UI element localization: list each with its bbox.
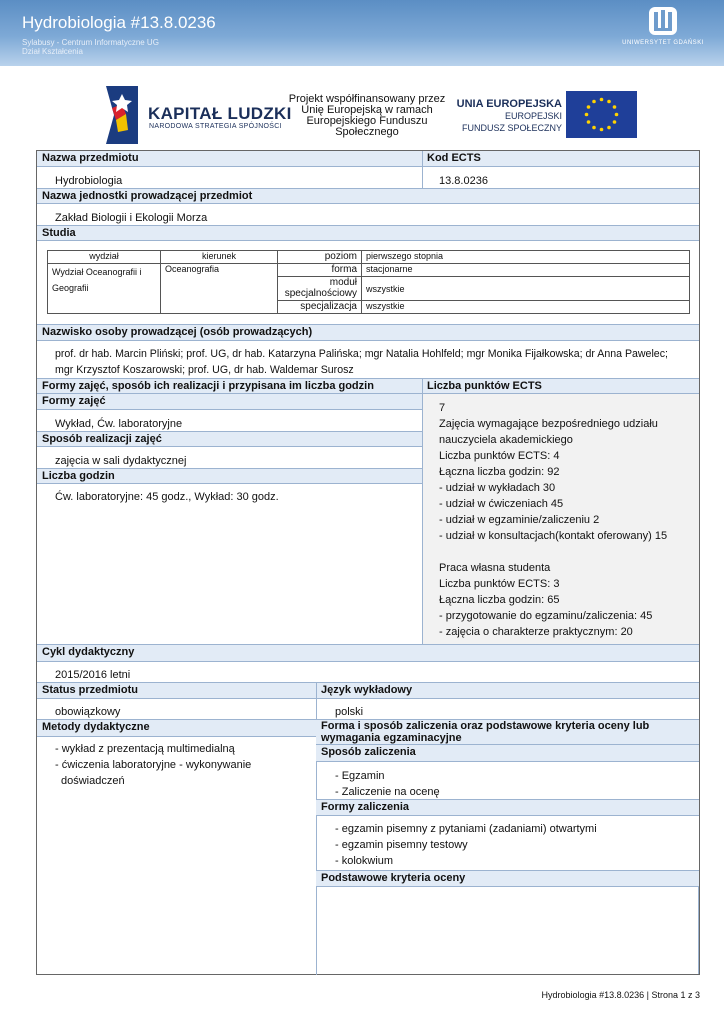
eu-star-icon bbox=[615, 113, 619, 117]
syllabus-sheet bbox=[36, 150, 700, 975]
assessment-form-item: - kolokwium bbox=[335, 855, 394, 867]
eu-star-icon bbox=[592, 126, 596, 130]
ects-line: Praca własna studenta bbox=[439, 562, 551, 574]
course-name-value: Hydrobiologia bbox=[55, 175, 123, 187]
ects-points-header: Liczba punktów ECTS bbox=[422, 378, 699, 394]
studies-module-label-line2: specjalnościowy bbox=[284, 288, 357, 299]
studies-faculty-line2: Geografii bbox=[52, 283, 89, 293]
eu-line2: EUROPEJSKI bbox=[504, 111, 562, 121]
status-value: obowiązkowy bbox=[55, 706, 121, 718]
studies-form-label: forma bbox=[278, 264, 362, 277]
ects-line: - udział w ćwiczeniach 45 bbox=[439, 498, 564, 510]
studies-specialization-label: specjalizacja bbox=[278, 301, 362, 314]
studies-specialization-value: wszystkie bbox=[362, 301, 690, 314]
methods-list bbox=[55, 741, 251, 789]
ects-line: - udział w egzaminie/zaliczeniu 2 bbox=[439, 514, 600, 526]
assessment-forms-list bbox=[335, 821, 597, 869]
methods-header: Metody dydaktyczne bbox=[37, 719, 316, 737]
ects-line: Liczba punktów ECTS: 4 bbox=[439, 450, 560, 462]
assessment-form-item: - egzamin pisemny testowy bbox=[335, 839, 468, 851]
eu-star-icon bbox=[607, 100, 611, 104]
eu-star-icon bbox=[592, 100, 596, 104]
university-logo bbox=[618, 6, 708, 46]
eu-star-icon bbox=[600, 98, 604, 102]
studies-level-label: poziom bbox=[278, 251, 362, 264]
eu-text-block bbox=[450, 98, 562, 134]
criteria-header: Podstawowe kryteria oceny bbox=[316, 870, 699, 887]
course-name-header: Nazwa przedmiotu bbox=[37, 151, 422, 167]
eu-line3: FUNDUSZ SPOŁECZNY bbox=[461, 123, 562, 133]
studies-faculty-line1: Wydział Oceanografii i bbox=[52, 267, 142, 277]
studies-level-value: pierwszego stopnia bbox=[362, 251, 690, 264]
assessment-method-list bbox=[335, 768, 440, 800]
hours-header: Liczba godzin bbox=[37, 468, 422, 484]
assessment-method-item: - Egzamin bbox=[335, 770, 385, 782]
delivery-value: zajęcia w sali dydaktycznej bbox=[55, 455, 187, 467]
ects-line: - udział w konsultacjach(kontakt oferowany) 15 bbox=[439, 530, 668, 542]
unit-value: Zakład Biologii i Ekologii Morza bbox=[55, 212, 208, 224]
teachers-header: Nazwisko osoby prowadzącej (osób prowadzących) bbox=[37, 324, 699, 341]
teachers-line1: prof. dr hab. Marcin Pliński; prof. UG, dr hab. Katarzyna Palińska; mgr Natalia Hohlfeld; mgr Monika Fijałkowska; dr Anna Pawelec; bbox=[55, 348, 668, 360]
forms-header: Formy zajęć bbox=[37, 394, 422, 410]
project-cofinancing-text: Projekt współfinansowany przez Unię Europejską w ramach Europejskiego Funduszu Społecznego bbox=[288, 93, 446, 138]
studies-table bbox=[47, 250, 690, 314]
page-footer: Hydrobiologia #13.8.0236 | Strona 1 z 3 bbox=[541, 990, 700, 1000]
studies-faculty-cell bbox=[48, 264, 161, 314]
assessment-method-header: Sposób zaliczenia bbox=[316, 745, 699, 762]
studies-module-label-line1: moduł bbox=[329, 277, 357, 288]
eu-star-icon bbox=[613, 105, 617, 109]
header-subtitle bbox=[22, 38, 159, 56]
ects-details bbox=[439, 400, 667, 640]
teachers-line2: mgr Krzysztof Koszarowski; prof. UG, dr hab. Waldemar Surosz bbox=[55, 364, 354, 376]
document-title: Hydrobiologia #13.8.0236 bbox=[22, 13, 216, 32]
ects-line: nauczyciela akademickiego bbox=[439, 434, 573, 446]
delivery-header: Sposób realizacji zajęć bbox=[37, 431, 422, 447]
university-logo-text: UNIWERSYTET GDAŃSKI bbox=[622, 40, 704, 46]
ects-line: 7 bbox=[439, 402, 446, 414]
assessment-forms-header: Formy zaliczenia bbox=[316, 799, 699, 816]
ects-line: Łączna liczba godzin: 65 bbox=[439, 594, 560, 606]
studies-col-faculty: wydział bbox=[48, 251, 161, 264]
eu-star-icon bbox=[600, 128, 604, 132]
ects-line: - zajęcia o charakterze praktycznym: 20 bbox=[439, 626, 633, 638]
assessment-header-line1: Forma i sposób zaliczenia oraz podstawowe kryteria oceny lub bbox=[321, 720, 650, 732]
studies-header: Studia bbox=[37, 225, 699, 241]
assessment-header-line2: wymagania egzaminacyjne bbox=[321, 732, 462, 744]
forms-section-header: Formy zajęć, sposób ich realizacji i przypisana im liczba godzin bbox=[37, 378, 422, 394]
divider bbox=[422, 151, 423, 188]
funding-banner bbox=[96, 86, 641, 146]
header-subtitle-line2: Dział Kształcenia bbox=[22, 47, 83, 56]
eu-title: UNIA EUROPEJSKA bbox=[456, 98, 562, 110]
eu-star-icon bbox=[613, 120, 617, 124]
ects-line: Liczba punktów ECTS: 3 bbox=[439, 578, 560, 590]
studies-major-value: Oceanografia bbox=[161, 264, 278, 314]
ects-line bbox=[439, 544, 667, 560]
methods-item: - ćwiczenia laboratoryjne - wykonywanie bbox=[55, 759, 252, 771]
kapital-ludzki-subtitle: NARODOWA STRATEGIA SPÓJNOŚCI bbox=[149, 123, 282, 130]
page-header-bar bbox=[0, 0, 724, 66]
hours-value: Ćw. laboratoryjne: 45 godz., Wykład: 30 godz. bbox=[55, 491, 279, 503]
ects-code-value: 13.8.0236 bbox=[439, 175, 488, 187]
ects-code-header: Kod ECTS bbox=[422, 151, 699, 167]
eu-flag-icon bbox=[566, 91, 637, 138]
studies-col-major: kierunek bbox=[161, 251, 278, 264]
studies-form-value: stacjonarne bbox=[362, 264, 690, 277]
cycle-value: 2015/2016 letni bbox=[55, 669, 131, 681]
kapital-ludzki-title: KAPITAŁ LUDZKI bbox=[148, 104, 292, 123]
ects-line: - przygotowanie do egzaminu/zaliczenia: 45 bbox=[439, 610, 653, 622]
criteria-body bbox=[316, 887, 699, 974]
cycle-header: Cykl dydaktyczny bbox=[37, 644, 699, 662]
assessment-method-item: - Zaliczenie na ocenę bbox=[335, 786, 440, 798]
studies-module-label bbox=[278, 277, 362, 301]
eu-star-icon bbox=[587, 105, 591, 109]
assessment-header bbox=[316, 719, 699, 745]
methods-item: doświadczeń bbox=[61, 775, 125, 787]
unit-header: Nazwa jednostki prowadzącej przedmiot bbox=[37, 188, 699, 204]
divider bbox=[422, 378, 423, 644]
eu-star-icon bbox=[585, 113, 589, 117]
language-value: polski bbox=[335, 706, 364, 718]
forms-value: Wykład, Ćw. laboratoryjne bbox=[55, 418, 183, 430]
university-emblem-icon bbox=[648, 6, 678, 36]
language-header: Język wykładowy bbox=[316, 682, 699, 699]
eu-star-icon bbox=[587, 120, 591, 124]
kapital-ludzki-emblem-icon bbox=[102, 86, 138, 144]
status-header: Status przedmiotu bbox=[37, 682, 316, 699]
ects-line: Łączna liczba godzin: 92 bbox=[439, 466, 560, 478]
ects-line: Zajęcia wymagające bezpośredniego udziału bbox=[439, 418, 658, 430]
methods-item: - wykład z prezentacją multimedialną bbox=[55, 743, 235, 755]
ects-line: - udział w wykładach 30 bbox=[439, 482, 556, 494]
studies-module-value: wszystkie bbox=[362, 277, 690, 301]
header-subtitle-line1: Sylabusy - Centrum Informatyczne UG bbox=[22, 38, 159, 47]
assessment-form-item: - egzamin pisemny z pytaniami (zadaniami) otwartymi bbox=[335, 823, 597, 835]
eu-star-icon bbox=[607, 126, 611, 130]
